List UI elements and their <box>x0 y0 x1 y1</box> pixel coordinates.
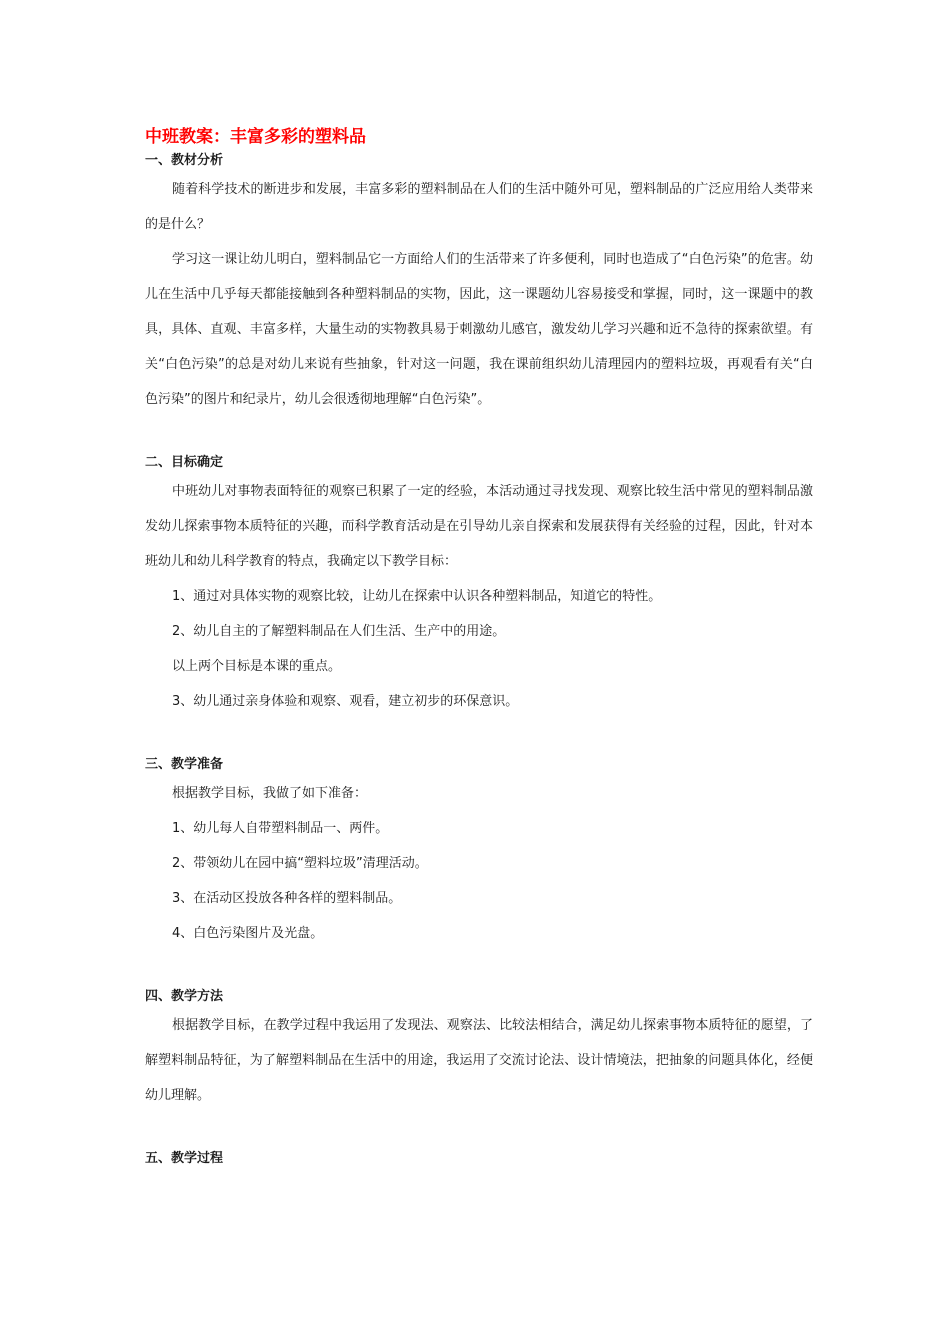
paragraph: 随着科学技术的断进步和发展，丰富多彩的塑料制品在人们的生活中随外可见，塑料制品的广泛应用给人类带来的是什么？ <box>145 182 813 232</box>
section-teaching-process <box>145 1148 813 1170</box>
list-item: 2、带领幼儿在园中搞“塑料垃圾”清理活动。 <box>172 856 428 871</box>
list-item: 4、白色污染图片及光盘。 <box>172 926 324 941</box>
section-heading: 三、教学准备 <box>145 757 224 772</box>
list-item: 以上两个目标是本课的重点。 <box>172 659 342 674</box>
document-title: 中班教案：丰富多彩的塑料品 <box>145 127 366 147</box>
list-item: 根据教学目标，我做了如下准备： <box>172 786 368 801</box>
section-heading: 五、教学过程 <box>145 1151 224 1166</box>
list-item: 2、幼儿自主的了解塑料制品在人们生活、生产中的用途。 <box>172 624 506 639</box>
section-teaching-methods <box>145 986 813 1113</box>
section-heading: 二、目标确定 <box>145 455 224 470</box>
spacer <box>145 1113 813 1148</box>
list-item: 1、通过对具体实物的观察比较，让幼儿在探索中认识各种塑料制品，知道它的特性。 <box>172 589 662 604</box>
list-item: 1、幼儿每人自带塑料制品一、两件。 <box>172 821 389 836</box>
spacer <box>145 719 813 754</box>
paragraph: 学习这一课让幼儿明白，塑料制品它一方面给人们的生活带来了许多便利，同时也造成了“白色污染”的危害。幼儿在生活中几乎每天都能接触到各种塑料制品的实物，因此，这一课题幼儿容易接受和掌握，同时，这一课题中的教具，具体、直观、丰富多样，大量生动的实物教具易于刺激幼儿感官，激发幼儿学习兴趣和近不急待的探索欲望。有关“白色污染”的总是对幼儿来说有些抽象，针对这一问题，我在课前组织幼儿清理园内的塑料垃圾，再观看有关“白色污染”的图片和纪录片，幼儿会很透彻地理解“白色污染”。 <box>145 252 813 407</box>
document-page <box>145 124 813 1170</box>
list-item: 3、在活动区投放各种各样的塑料制品。 <box>172 891 402 906</box>
section-goal-setting <box>145 452 813 719</box>
section-heading: 四、教学方法 <box>145 989 224 1004</box>
paragraph: 根据教学目标，在教学过程中我运用了发现法、观察法、比较法相结合，满足幼儿探索事物本质特征的愿望，了解塑料制品特征，为了解塑料制品在生活中的用途，我运用了交流讨论法、设计情境法，把抽象的问题具体化，经便幼儿理解。 <box>145 1018 813 1103</box>
spacer <box>145 417 813 452</box>
paragraph: 中班幼儿对事物表面特征的观察已积累了一定的经验，本活动通过寻找发现、观察比较生活中常见的塑料制品激发幼儿探索事物本质特征的兴趣，而科学教育活动是在引导幼儿亲自探索和发展获得有关经验的过程，因此，针对本班幼儿和幼儿科学教育的特点，我确定以下教学目标： <box>145 484 813 569</box>
list-item: 3、幼儿通过亲身体验和观察、观看，建立初步的环保意识。 <box>172 694 519 709</box>
section-heading: 一、教材分析 <box>145 153 224 168</box>
spacer <box>145 951 813 986</box>
section-teaching-material-analysis <box>145 150 813 417</box>
section-teaching-preparation <box>145 754 813 951</box>
